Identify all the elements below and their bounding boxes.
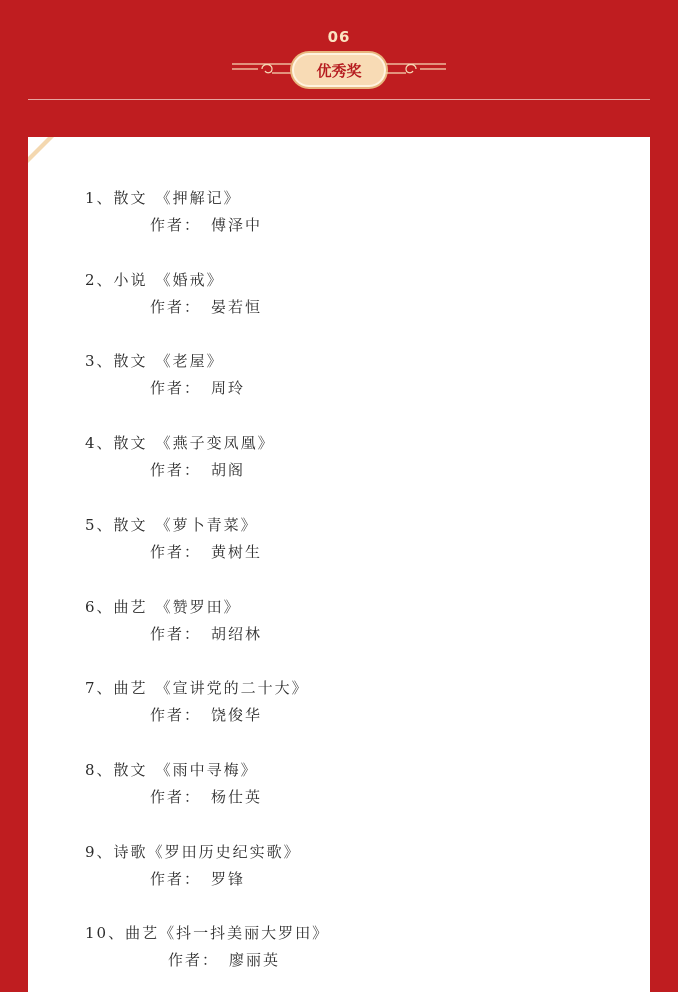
author-name: 杨仕英 bbox=[211, 787, 263, 806]
award-title-line bbox=[85, 677, 309, 698]
author-name: 周玲 bbox=[211, 379, 246, 398]
award-index: 2、 bbox=[85, 270, 114, 289]
award-category: 曲艺 bbox=[113, 679, 148, 698]
award-author-line bbox=[150, 786, 262, 807]
award-category: 曲艺 bbox=[125, 924, 160, 943]
author-name: 胡阁 bbox=[211, 461, 246, 480]
award-work-title: 《抖一抖美丽大罗田》 bbox=[159, 924, 330, 943]
corner-decoration-icon bbox=[28, 137, 58, 167]
award-work-title: 《萝卜青菜》 bbox=[155, 515, 258, 534]
section-number: 06 bbox=[327, 28, 351, 46]
awards-card bbox=[28, 137, 650, 992]
award-index: 4、 bbox=[85, 434, 114, 453]
award-badge: 优秀奖 bbox=[292, 53, 386, 87]
award-index: 8、 bbox=[85, 760, 114, 779]
award-title-line bbox=[85, 922, 329, 943]
author-label: 作者： bbox=[150, 706, 202, 725]
award-category: 散文 bbox=[113, 352, 148, 371]
award-category: 散文 bbox=[113, 189, 148, 207]
award-author-line bbox=[150, 459, 245, 480]
award-category: 散文 bbox=[113, 515, 148, 534]
author-label: 作者： bbox=[150, 542, 202, 561]
award-work-title: 《婚戒》 bbox=[155, 270, 224, 289]
award-index: 9、 bbox=[85, 842, 114, 861]
award-index: 5、 bbox=[85, 515, 114, 534]
award-author-line bbox=[168, 949, 280, 970]
award-author-line bbox=[150, 214, 262, 235]
award-index: 3、 bbox=[85, 352, 114, 371]
left-flourish-icon bbox=[232, 59, 292, 81]
award-title-line bbox=[85, 350, 224, 371]
award-author-line bbox=[150, 541, 262, 562]
author-label: 作者： bbox=[150, 869, 202, 888]
award-author-line bbox=[150, 296, 262, 317]
section-header bbox=[0, 0, 678, 137]
award-index: 10、 bbox=[85, 924, 126, 943]
award-title-line bbox=[85, 596, 241, 617]
author-label: 作者： bbox=[150, 461, 202, 480]
author-label: 作者： bbox=[168, 951, 220, 970]
header-divider bbox=[28, 99, 650, 100]
author-name: 罗锋 bbox=[211, 869, 246, 888]
author-name: 廖丽英 bbox=[229, 951, 281, 970]
right-flourish-icon bbox=[386, 59, 446, 81]
award-work-title: 《雨中寻梅》 bbox=[155, 760, 258, 779]
award-author-line bbox=[150, 377, 245, 398]
author-name: 傅泽中 bbox=[211, 216, 263, 234]
author-label: 作者： bbox=[150, 624, 202, 643]
author-name: 黄树生 bbox=[211, 542, 263, 561]
award-author-line bbox=[150, 868, 245, 889]
award-work-title: 《燕子变凤凰》 bbox=[155, 434, 275, 453]
author-label: 作者： bbox=[150, 787, 202, 806]
author-label: 作者： bbox=[150, 216, 202, 234]
award-title-line bbox=[85, 269, 224, 290]
award-index: 7、 bbox=[85, 679, 114, 698]
award-title-line bbox=[85, 514, 258, 535]
award-work-title: 《赞罗田》 bbox=[155, 597, 241, 616]
author-name: 饶俊华 bbox=[211, 706, 263, 725]
author-label: 作者： bbox=[150, 297, 202, 316]
award-title-line bbox=[85, 187, 241, 208]
award-category: 散文 bbox=[113, 434, 148, 453]
award-index: 6、 bbox=[85, 597, 114, 616]
award-category: 诗歌 bbox=[113, 842, 148, 861]
award-work-title: 《罗田历史纪实歌》 bbox=[147, 842, 301, 861]
award-category: 曲艺 bbox=[113, 597, 148, 616]
award-work-title: 《老屋》 bbox=[155, 352, 224, 371]
award-title-line bbox=[85, 432, 275, 453]
award-category: 散文 bbox=[113, 760, 148, 779]
award-work-title: 《宣讲党的二十大》 bbox=[155, 679, 309, 698]
author-name: 胡绍林 bbox=[211, 624, 263, 643]
author-label: 作者： bbox=[150, 379, 202, 398]
award-work-title: 《押解记》 bbox=[155, 189, 241, 207]
award-title-line bbox=[85, 759, 258, 780]
award-author-line bbox=[150, 623, 262, 644]
award-title-line bbox=[85, 841, 301, 862]
award-index: 1、 bbox=[85, 189, 114, 207]
award-author-line bbox=[150, 704, 262, 725]
award-category: 小说 bbox=[113, 270, 148, 289]
author-name: 晏若恒 bbox=[211, 297, 263, 316]
